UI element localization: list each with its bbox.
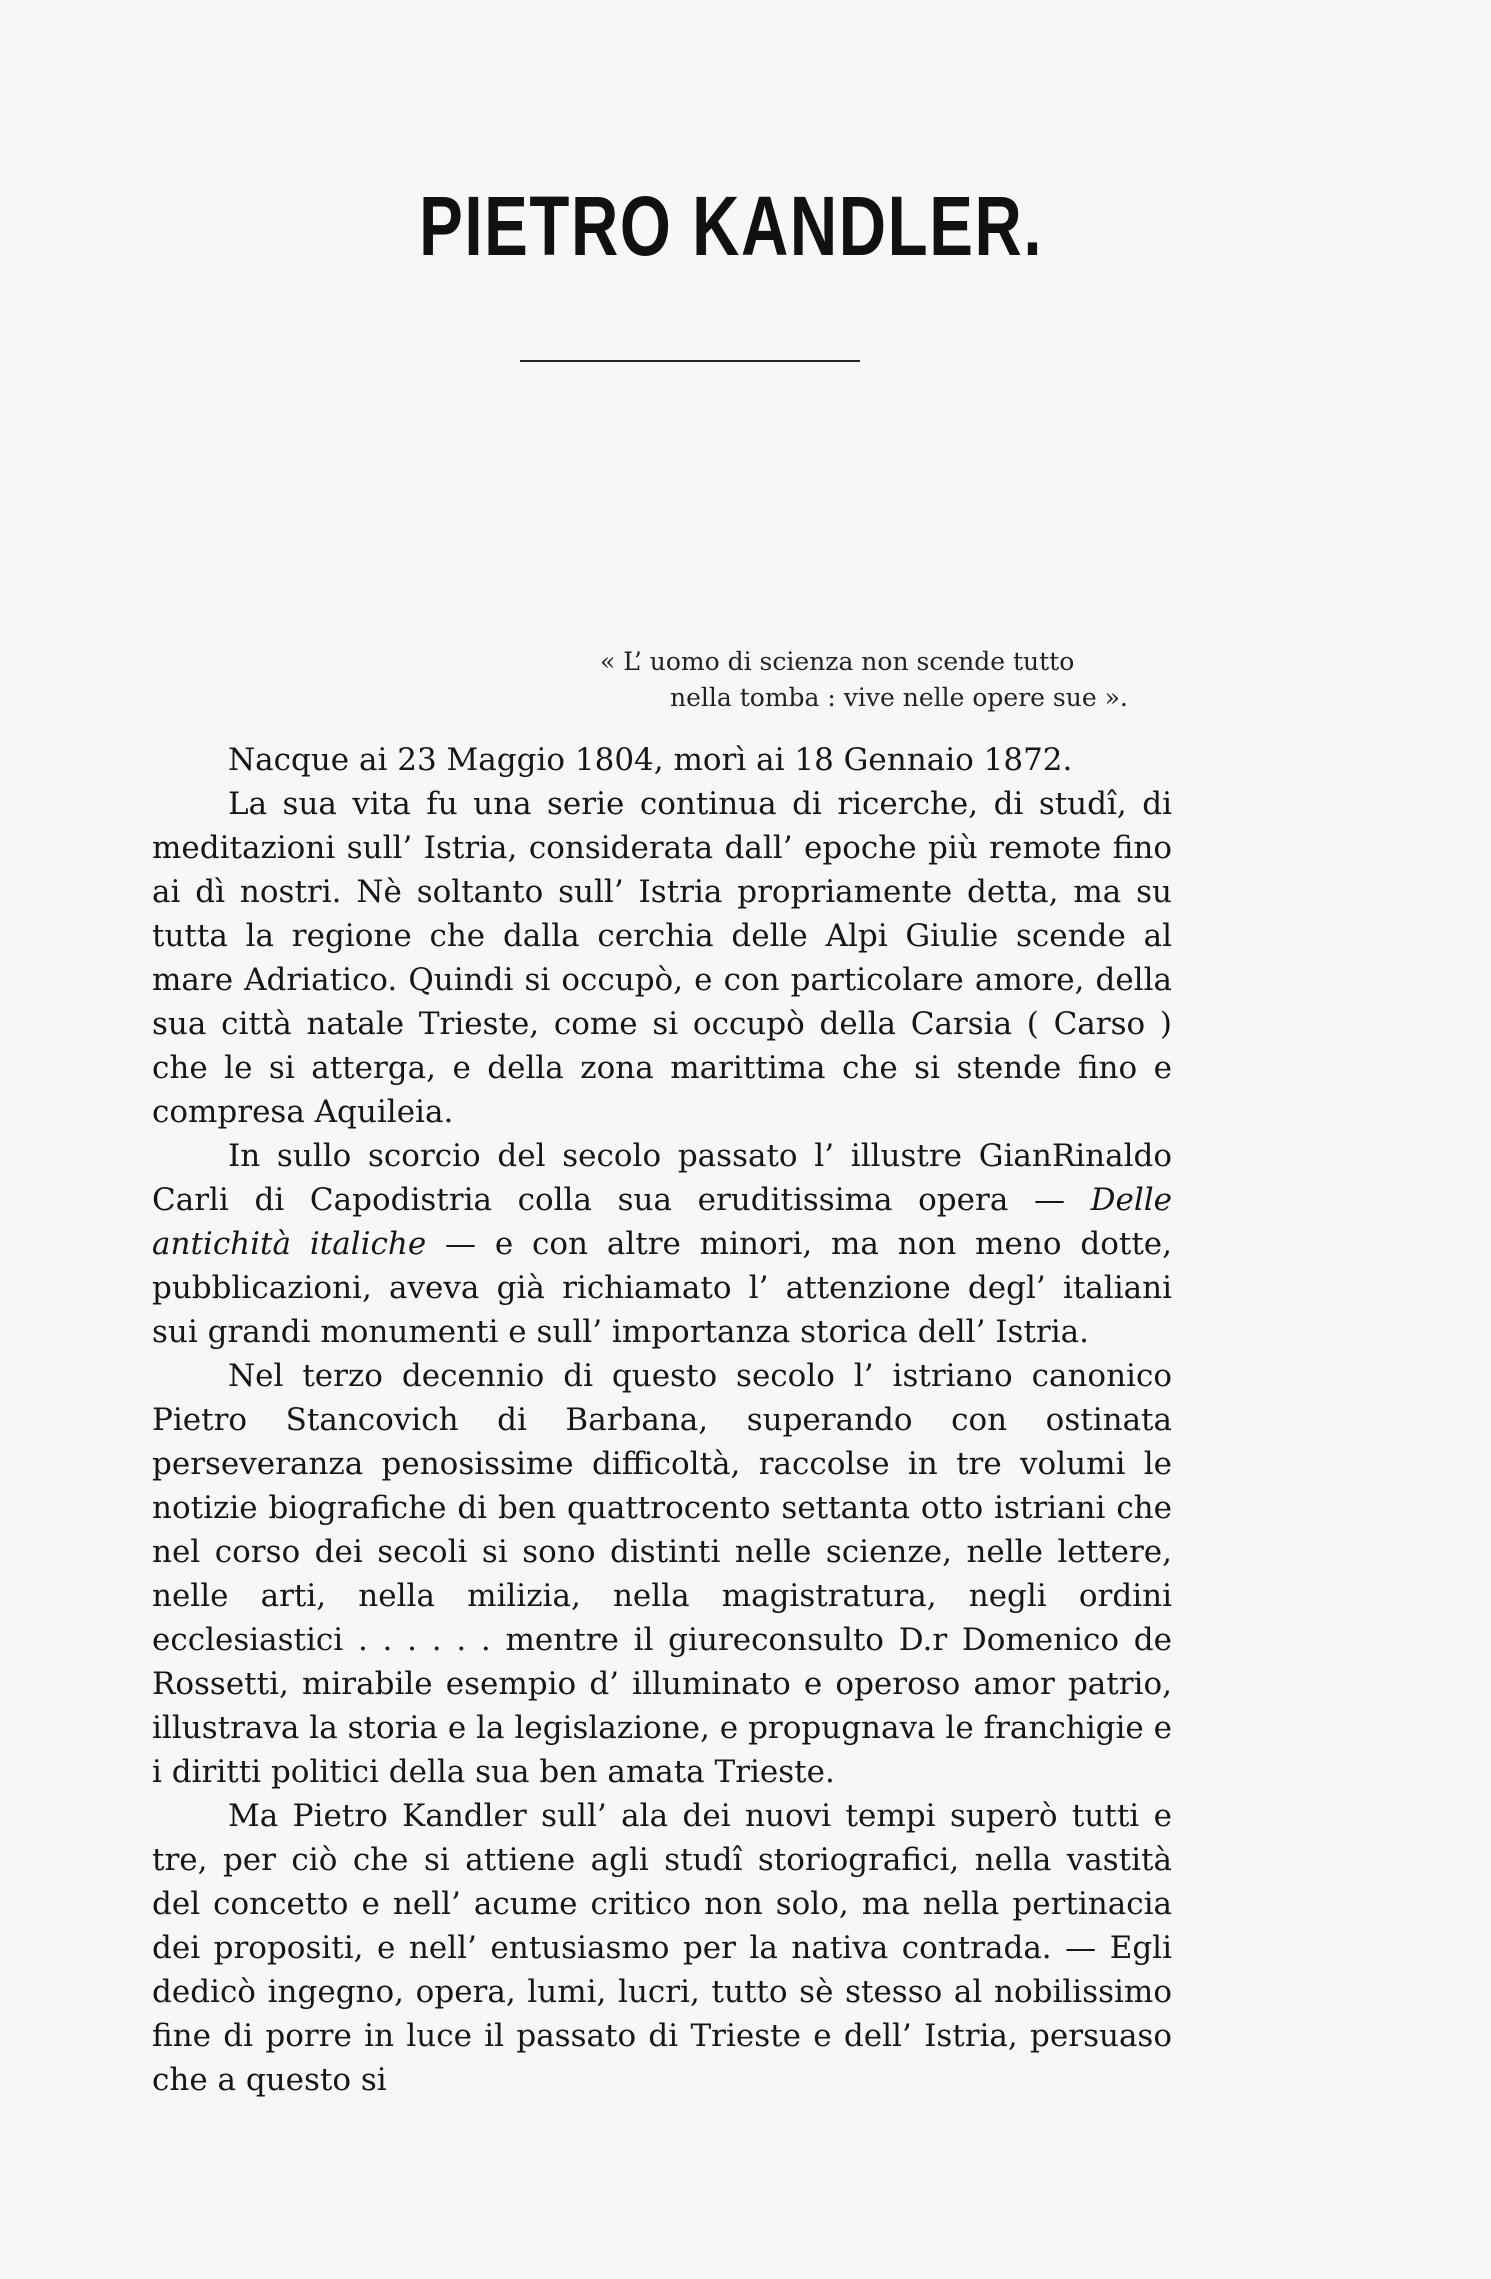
paragraph-life-work: La sua vita fu una serie continua di ricerche, di studî, di meditazioni sull’ Istria, considerata dall’ epoche più remote fino ai dì nostri. Nè soltanto sull’ Istria propriamente detta, ma su tutta la regione che dalla cerchia delle Alpi Giulie scende al mare Adriatico. Quindi si occupò, e con particolare amore, della sua città natale Trieste, come si occupò della Carsia ( Carso ) che le si atterga, e della zona marittima che si stende fino e compresa Aquileia.: [152, 786, 1172, 1130]
epigraph-line-1: « L’ uomo di scienza non scende tutto: [600, 647, 1075, 676]
work-title-italic: Delle antichità italiche: [152, 1182, 1172, 1262]
epigraph-quote: [600, 644, 1160, 716]
paragraph-stancovich: Nel terzo decennio di questo secolo l’ istriano canonico Pietro Stancovich di Barbana, superando con ostinata perseveranza penosissime difficoltà, raccolse in tre volumi le notizie biografiche di ben quattrocento settanta otto istriani che nel corso dei secoli si sono distinti nelle scienze, nelle lettere, nelle arti, nella milizia, nella magistratura, negli ordini ecclesiastici . . . . . . mentre il giureconsulto D.r Domenico de Rossetti, mirabile esempio d’ illuminato e operoso amor patrio, illustrava la storia e la legislazione, e propugnava le franchigie e i diritti politici della sua ben amata Trieste.: [152, 1358, 1172, 1790]
paragraph-birth-death: Nacque ai 23 Maggio 1804, morì ai 18 Gennaio 1872.: [228, 742, 1073, 778]
body-text: [152, 738, 1172, 2102]
paragraph-kandler: Ma Pietro Kandler sull’ ala dei nuovi tempi superò tutti e tre, per ciò che si attiene agli studî storiografici, nella vastità del concetto e nell’ acume critico non solo, ma nella pertinacia dei propositi, e nell’ entusiasmo per la nativa contrada. — Egli dedicò ingegno, opera, lumi, lucri, tutto sè stesso al nobilissimo fine di porre in luce il passato di Trieste e dell’ Istria, persuaso che a questo si: [152, 1798, 1172, 2098]
page-title: PIETRO KANDLER.: [419, 179, 1044, 273]
epigraph-line-2: nella tomba : vive nelle opere sue ».: [670, 683, 1128, 712]
paragraph-carli-text-after: — e con altre minori, ma non meno dotte, pubblicazioni, aveva già richiamato l’ attenzione degl’ italiani sui grandi monumenti e sull’ importanza storica dell’ Istria.: [152, 1226, 1172, 1350]
title-divider: [520, 360, 860, 362]
paragraph-carli-text-before: In sullo scorcio del secolo passato l’ illustre GianRinaldo Carli di Capodistria colla sua eruditissima opera —: [152, 1138, 1172, 1218]
paragraph-carli: [152, 1134, 1172, 1354]
